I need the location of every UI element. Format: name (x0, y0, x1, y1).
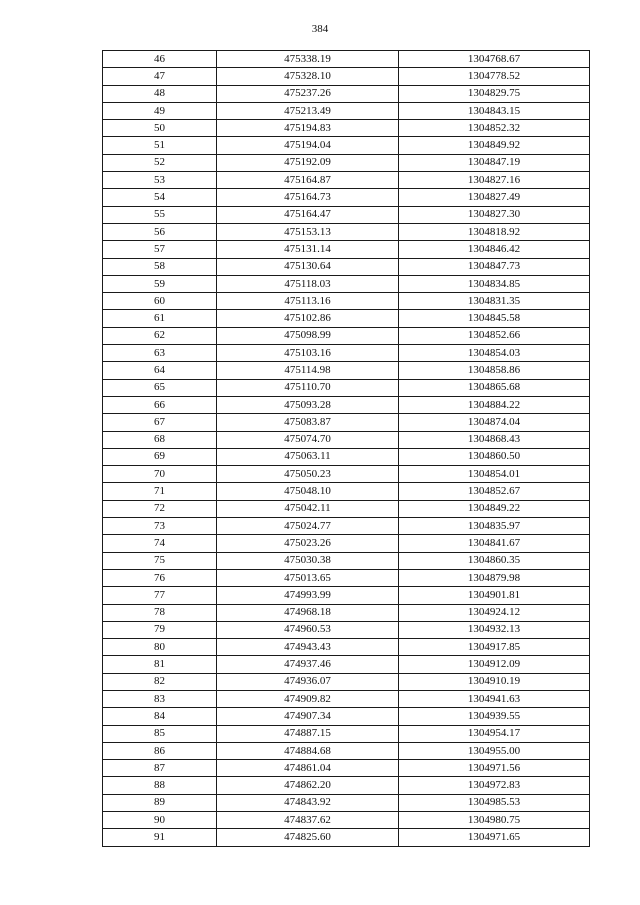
y-coordinate-cell: 1304980.75 (399, 812, 590, 829)
table-row (103, 414, 590, 431)
y-coordinate-cell: 1304829.75 (399, 85, 590, 102)
table-row (103, 742, 590, 759)
y-coordinate-cell: 1304849.22 (399, 500, 590, 517)
table-row (103, 68, 590, 85)
table-row (103, 345, 590, 362)
x-coordinate-cell: 475102.86 (217, 310, 399, 327)
point-number-cell: 48 (103, 85, 217, 102)
y-coordinate-cell: 1304972.83 (399, 777, 590, 794)
point-number-cell: 63 (103, 345, 217, 362)
y-coordinate-cell: 1304847.73 (399, 258, 590, 275)
y-coordinate-cell: 1304834.85 (399, 275, 590, 292)
table-row (103, 293, 590, 310)
point-number-cell: 83 (103, 690, 217, 707)
y-coordinate-cell: 1304858.86 (399, 362, 590, 379)
table-row (103, 154, 590, 171)
x-coordinate-cell: 474943.43 (217, 639, 399, 656)
x-coordinate-cell: 474937.46 (217, 656, 399, 673)
point-number-cell: 66 (103, 396, 217, 413)
y-coordinate-cell: 1304841.67 (399, 535, 590, 552)
point-number-cell: 56 (103, 223, 217, 240)
y-coordinate-cell: 1304941.63 (399, 690, 590, 707)
table-row (103, 241, 590, 258)
x-coordinate-cell: 475164.47 (217, 206, 399, 223)
y-coordinate-cell: 1304901.81 (399, 587, 590, 604)
y-coordinate-cell: 1304847.19 (399, 154, 590, 171)
y-coordinate-cell: 1304843.15 (399, 102, 590, 119)
point-number-cell: 88 (103, 777, 217, 794)
x-coordinate-cell: 475237.26 (217, 85, 399, 102)
table-row (103, 812, 590, 829)
x-coordinate-cell: 475030.38 (217, 552, 399, 569)
table-row (103, 673, 590, 690)
table-row (103, 760, 590, 777)
point-number-cell: 84 (103, 708, 217, 725)
x-coordinate-cell: 474909.82 (217, 690, 399, 707)
point-number-cell: 50 (103, 120, 217, 137)
y-coordinate-cell: 1304985.53 (399, 794, 590, 811)
table-row (103, 258, 590, 275)
y-coordinate-cell: 1304917.85 (399, 639, 590, 656)
point-number-cell: 64 (103, 362, 217, 379)
x-coordinate-cell: 475118.03 (217, 275, 399, 292)
x-coordinate-cell: 475164.73 (217, 189, 399, 206)
x-coordinate-cell: 475013.65 (217, 569, 399, 586)
y-coordinate-cell: 1304835.97 (399, 518, 590, 535)
table-row (103, 120, 590, 137)
point-number-cell: 82 (103, 673, 217, 690)
x-coordinate-cell: 475113.16 (217, 293, 399, 310)
table-row (103, 690, 590, 707)
point-number-cell: 59 (103, 275, 217, 292)
y-coordinate-cell: 1304884.22 (399, 396, 590, 413)
point-number-cell: 80 (103, 639, 217, 656)
y-coordinate-cell: 1304849.92 (399, 137, 590, 154)
point-number-cell: 55 (103, 206, 217, 223)
x-coordinate-cell: 475194.83 (217, 120, 399, 137)
x-coordinate-cell: 475153.13 (217, 223, 399, 240)
table-row (103, 518, 590, 535)
y-coordinate-cell: 1304971.56 (399, 760, 590, 777)
y-coordinate-cell: 1304852.67 (399, 483, 590, 500)
table-row (103, 794, 590, 811)
x-coordinate-cell: 475213.49 (217, 102, 399, 119)
y-coordinate-cell: 1304910.19 (399, 673, 590, 690)
x-coordinate-cell: 475110.70 (217, 379, 399, 396)
x-coordinate-cell: 475338.19 (217, 51, 399, 68)
table-row (103, 102, 590, 119)
point-number-cell: 87 (103, 760, 217, 777)
x-coordinate-cell: 475131.14 (217, 241, 399, 258)
x-coordinate-cell: 475328.10 (217, 68, 399, 85)
point-number-cell: 62 (103, 327, 217, 344)
x-coordinate-cell: 475083.87 (217, 414, 399, 431)
point-number-cell: 58 (103, 258, 217, 275)
point-number-cell: 75 (103, 552, 217, 569)
table-row (103, 172, 590, 189)
x-coordinate-cell: 475194.04 (217, 137, 399, 154)
point-number-cell: 71 (103, 483, 217, 500)
x-coordinate-cell: 475074.70 (217, 431, 399, 448)
table-row (103, 137, 590, 154)
page-number: 384 (311, 23, 329, 35)
point-number-cell: 54 (103, 189, 217, 206)
table-row (103, 639, 590, 656)
y-coordinate-cell: 1304924.12 (399, 604, 590, 621)
coordinates-table (102, 50, 590, 847)
x-coordinate-cell: 474861.04 (217, 760, 399, 777)
x-coordinate-cell: 474960.53 (217, 621, 399, 638)
point-number-cell: 67 (103, 414, 217, 431)
y-coordinate-cell: 1304954.17 (399, 725, 590, 742)
point-number-cell: 90 (103, 812, 217, 829)
x-coordinate-cell: 474825.60 (217, 829, 399, 846)
y-coordinate-cell: 1304852.66 (399, 327, 590, 344)
table-row (103, 604, 590, 621)
coordinates-table-body (103, 51, 590, 847)
table-row (103, 656, 590, 673)
table-row (103, 85, 590, 102)
table-row (103, 223, 590, 240)
y-coordinate-cell: 1304860.35 (399, 552, 590, 569)
table-row (103, 310, 590, 327)
y-coordinate-cell: 1304854.01 (399, 466, 590, 483)
y-coordinate-cell: 1304827.30 (399, 206, 590, 223)
table-row (103, 206, 590, 223)
x-coordinate-cell: 475048.10 (217, 483, 399, 500)
x-coordinate-cell: 475130.64 (217, 258, 399, 275)
point-number-cell: 65 (103, 379, 217, 396)
table-row (103, 51, 590, 68)
point-number-cell: 73 (103, 518, 217, 535)
x-coordinate-cell: 475098.99 (217, 327, 399, 344)
point-number-cell: 57 (103, 241, 217, 258)
x-coordinate-cell: 474843.92 (217, 794, 399, 811)
table-row (103, 500, 590, 517)
point-number-cell: 79 (103, 621, 217, 638)
x-coordinate-cell: 475114.98 (217, 362, 399, 379)
x-coordinate-cell: 474907.34 (217, 708, 399, 725)
x-coordinate-cell: 475050.23 (217, 466, 399, 483)
y-coordinate-cell: 1304778.52 (399, 68, 590, 85)
y-coordinate-cell: 1304827.16 (399, 172, 590, 189)
point-number-cell: 89 (103, 794, 217, 811)
point-number-cell: 85 (103, 725, 217, 742)
x-coordinate-cell: 474887.15 (217, 725, 399, 742)
x-coordinate-cell: 474993.99 (217, 587, 399, 604)
y-coordinate-cell: 1304860.50 (399, 448, 590, 465)
y-coordinate-cell: 1304768.67 (399, 51, 590, 68)
point-number-cell: 60 (103, 293, 217, 310)
x-coordinate-cell: 475103.16 (217, 345, 399, 362)
point-number-cell: 86 (103, 742, 217, 759)
table-row (103, 275, 590, 292)
table-row (103, 189, 590, 206)
x-coordinate-cell: 474936.07 (217, 673, 399, 690)
table-row (103, 327, 590, 344)
table-row (103, 483, 590, 500)
table-row (103, 829, 590, 846)
point-number-cell: 81 (103, 656, 217, 673)
point-number-cell: 76 (103, 569, 217, 586)
y-coordinate-cell: 1304912.09 (399, 656, 590, 673)
y-coordinate-cell: 1304854.03 (399, 345, 590, 362)
table-row (103, 621, 590, 638)
y-coordinate-cell: 1304865.68 (399, 379, 590, 396)
y-coordinate-cell: 1304868.43 (399, 431, 590, 448)
table-row (103, 725, 590, 742)
y-coordinate-cell: 1304846.42 (399, 241, 590, 258)
y-coordinate-cell: 1304874.04 (399, 414, 590, 431)
point-number-cell: 74 (103, 535, 217, 552)
point-number-cell: 53 (103, 172, 217, 189)
y-coordinate-cell: 1304932.13 (399, 621, 590, 638)
table-row (103, 587, 590, 604)
point-number-cell: 49 (103, 102, 217, 119)
point-number-cell: 51 (103, 137, 217, 154)
table-row (103, 448, 590, 465)
x-coordinate-cell: 474884.68 (217, 742, 399, 759)
point-number-cell: 77 (103, 587, 217, 604)
y-coordinate-cell: 1304955.00 (399, 742, 590, 759)
table-row (103, 466, 590, 483)
table-row (103, 362, 590, 379)
table-row (103, 396, 590, 413)
point-number-cell: 72 (103, 500, 217, 517)
x-coordinate-cell: 475024.77 (217, 518, 399, 535)
y-coordinate-cell: 1304818.92 (399, 223, 590, 240)
y-coordinate-cell: 1304939.55 (399, 708, 590, 725)
table-row (103, 777, 590, 794)
y-coordinate-cell: 1304831.35 (399, 293, 590, 310)
x-coordinate-cell: 474837.62 (217, 812, 399, 829)
point-number-cell: 68 (103, 431, 217, 448)
y-coordinate-cell: 1304879.98 (399, 569, 590, 586)
x-coordinate-cell: 474968.18 (217, 604, 399, 621)
table-row (103, 569, 590, 586)
x-coordinate-cell: 475042.11 (217, 500, 399, 517)
table-row (103, 552, 590, 569)
point-number-cell: 70 (103, 466, 217, 483)
x-coordinate-cell: 474862.20 (217, 777, 399, 794)
x-coordinate-cell: 475063.11 (217, 448, 399, 465)
table-row (103, 535, 590, 552)
point-number-cell: 69 (103, 448, 217, 465)
table-row (103, 379, 590, 396)
table-row (103, 708, 590, 725)
y-coordinate-cell: 1304845.58 (399, 310, 590, 327)
point-number-cell: 52 (103, 154, 217, 171)
x-coordinate-cell: 475023.26 (217, 535, 399, 552)
y-coordinate-cell: 1304971.65 (399, 829, 590, 846)
table-row (103, 431, 590, 448)
point-number-cell: 46 (103, 51, 217, 68)
y-coordinate-cell: 1304827.49 (399, 189, 590, 206)
x-coordinate-cell: 475164.87 (217, 172, 399, 189)
x-coordinate-cell: 475192.09 (217, 154, 399, 171)
point-number-cell: 78 (103, 604, 217, 621)
x-coordinate-cell: 475093.28 (217, 396, 399, 413)
y-coordinate-cell: 1304852.32 (399, 120, 590, 137)
point-number-cell: 61 (103, 310, 217, 327)
point-number-cell: 47 (103, 68, 217, 85)
point-number-cell: 91 (103, 829, 217, 846)
